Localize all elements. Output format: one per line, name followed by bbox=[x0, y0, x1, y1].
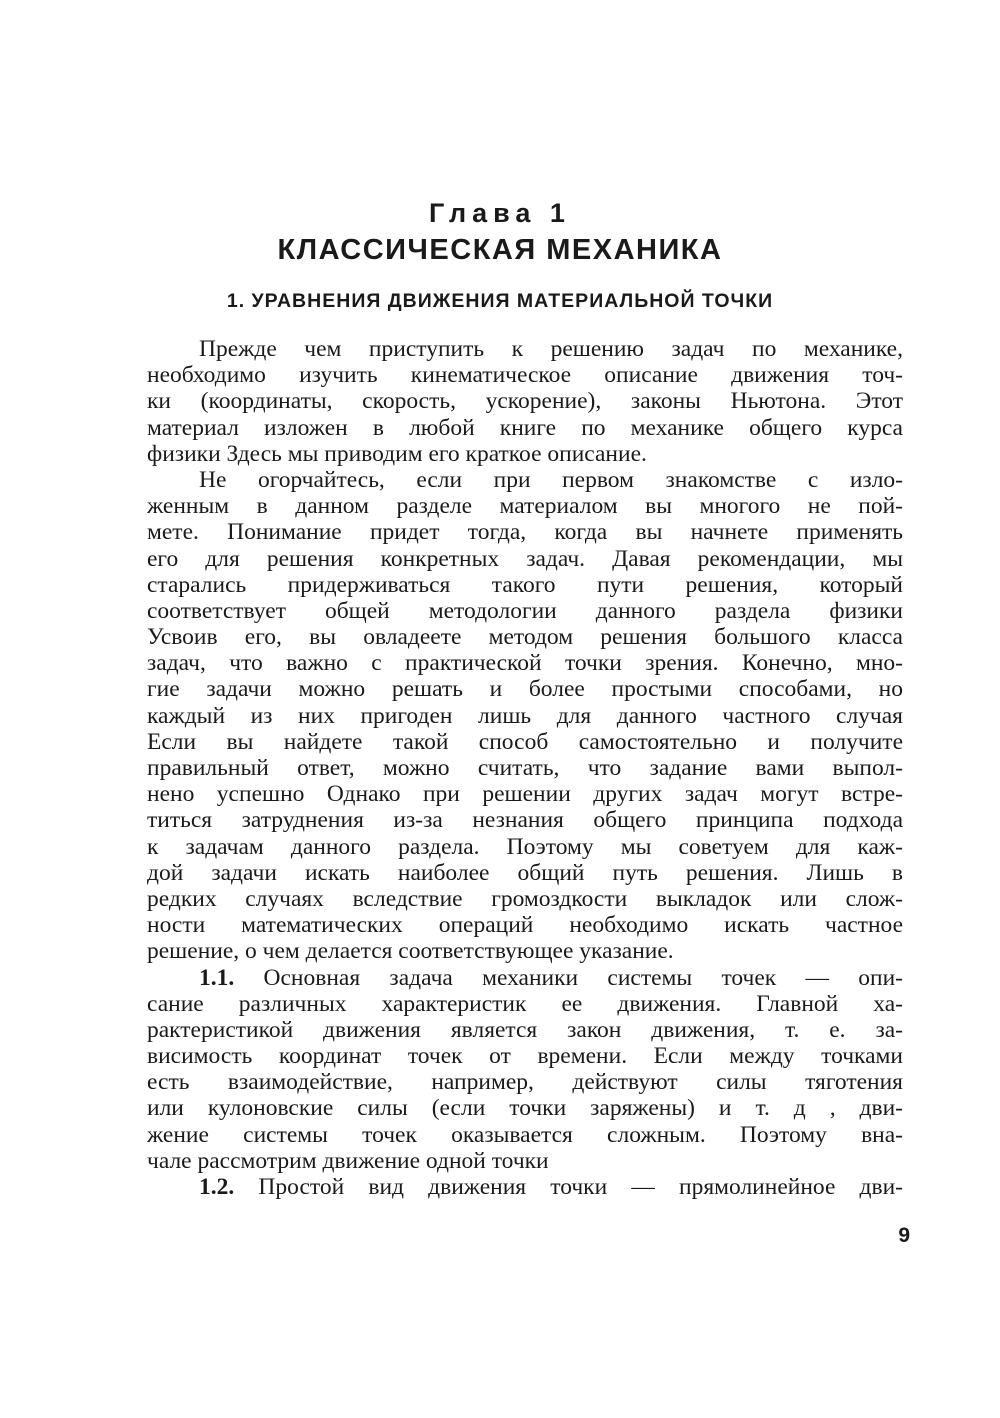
text-line bbox=[147, 703, 903, 729]
line-text: физики Здесь мы приводим его краткое описание. bbox=[147, 440, 647, 467]
text-line bbox=[147, 938, 903, 964]
text-line bbox=[147, 1069, 903, 1095]
text-line bbox=[147, 834, 903, 860]
text-line bbox=[147, 441, 903, 467]
line-text: Усвоив его, вы овладеете методом решения большого класса bbox=[147, 624, 903, 651]
body-text bbox=[147, 336, 903, 1200]
line-text: старались придерживаться такого пути решения, который bbox=[147, 571, 903, 598]
chapter-title: КЛАССИЧЕСКАЯ МЕХАНИКА bbox=[277, 234, 723, 266]
text-line bbox=[147, 1043, 903, 1069]
line-text: чале рассмотрим движение одной точки bbox=[147, 1147, 549, 1174]
line-text: соответствует общей методологии данного раздела физики bbox=[147, 597, 903, 624]
text-line bbox=[147, 1122, 903, 1148]
text-line bbox=[147, 467, 903, 493]
text-line bbox=[147, 1148, 903, 1174]
line-text: сание различных характеристик ее движения. Главной ха- bbox=[147, 990, 903, 1017]
text-line bbox=[147, 860, 903, 886]
text-line bbox=[147, 991, 903, 1017]
text-line bbox=[147, 388, 903, 414]
line-text: рактеристикой движения является закон движения, т. е. за- bbox=[147, 1016, 903, 1043]
text-line bbox=[147, 362, 903, 388]
line-text: или кулоновские силы (если точки заряжены) и т. д , дви- bbox=[147, 1095, 903, 1122]
line-text: каждый из них пригоден лишь для данного частного случая bbox=[147, 702, 903, 729]
line-text: ки (координаты, скорость, ускорение), законы Ньютона. Этот bbox=[147, 388, 903, 415]
line-text: Если вы найдете такой способ самостоятельно и получите bbox=[147, 728, 903, 755]
text-line bbox=[147, 336, 903, 362]
line-text: его для решения конкретных задач. Давая рекомендации, мы bbox=[147, 545, 903, 572]
paragraph-number: 1.2. bbox=[199, 1174, 235, 1200]
line-text: необходимо изучить кинематическое описание движения точ- bbox=[147, 362, 903, 389]
text-line bbox=[147, 598, 903, 624]
text-line bbox=[147, 781, 903, 807]
text-line bbox=[147, 519, 903, 545]
line-text: нено успешно Однако при решении других задач могут встре- bbox=[147, 781, 903, 808]
text-line bbox=[147, 807, 903, 833]
line-text: Прежде чем приступить к решению задач по механике, bbox=[199, 336, 903, 362]
text-line bbox=[147, 729, 903, 755]
text-line bbox=[147, 546, 903, 572]
line-text: есть взаимодействие, например, действуют силы тяготения bbox=[147, 1069, 903, 1096]
page-number: 9 bbox=[898, 1224, 910, 1247]
line-text: Основная задача механики системы точек — опи- bbox=[234, 964, 903, 991]
line-text: мете. Понимание придет тогда, когда вы начнете применять bbox=[147, 519, 903, 546]
chapter-label: Глава 1 bbox=[429, 198, 571, 228]
line-text: гие задачи можно решать и более простыми способами, но bbox=[147, 676, 903, 703]
line-text: Простой вид движения точки — прямолинейное дви- bbox=[234, 1174, 903, 1200]
text-line bbox=[147, 755, 903, 781]
line-text: задач, что важно с практической точки зрения. Конечно, мно- bbox=[147, 650, 903, 677]
paragraph-number: 1.1. bbox=[199, 964, 235, 991]
text-line bbox=[147, 676, 903, 702]
line-text: дой задачи искать наиболее общий путь решения. Лишь в bbox=[147, 859, 903, 886]
text-line bbox=[147, 965, 903, 991]
text-line bbox=[147, 572, 903, 598]
text-line bbox=[147, 1174, 903, 1200]
line-text: редких случаях вследствие громоздкости выкладок или слож- bbox=[147, 885, 903, 912]
text-line bbox=[147, 1095, 903, 1121]
line-text: ности математических операций необходимо искать частное bbox=[147, 912, 903, 939]
line-text: правильный ответ, можно считать, что задание вами выпол- bbox=[147, 755, 903, 781]
line-text: титься затруднения из-за незнания общего принципа подхода bbox=[147, 807, 903, 834]
text-line bbox=[147, 624, 903, 650]
line-text: жение системы точек оказывается сложным. Поэтому вна- bbox=[147, 1121, 903, 1148]
text-line bbox=[147, 1017, 903, 1043]
line-text: решение, о чем делается соответствующее указание. bbox=[147, 938, 674, 965]
text-line bbox=[147, 912, 903, 938]
line-text: женным в данном разделе материалом вы многого не пой- bbox=[147, 493, 903, 520]
text-line bbox=[147, 493, 903, 519]
line-text: висимость координат точек от времени. Если между точками bbox=[147, 1043, 903, 1070]
line-text: к задачам данного раздела. Поэтому мы советуем для каж- bbox=[147, 833, 903, 860]
line-text: Не огорчайтесь, если при первом знакомстве с изло- bbox=[199, 466, 903, 493]
section-title: 1. УРАВНЕНИЯ ДВИЖЕНИЯ МАТЕРИАЛЬНОЙ ТОЧКИ bbox=[226, 290, 774, 312]
text-line bbox=[147, 650, 903, 676]
text-line bbox=[147, 886, 903, 912]
text-line bbox=[147, 415, 903, 441]
line-text: материал изложен в любой книге по механике общего курса bbox=[147, 414, 903, 441]
